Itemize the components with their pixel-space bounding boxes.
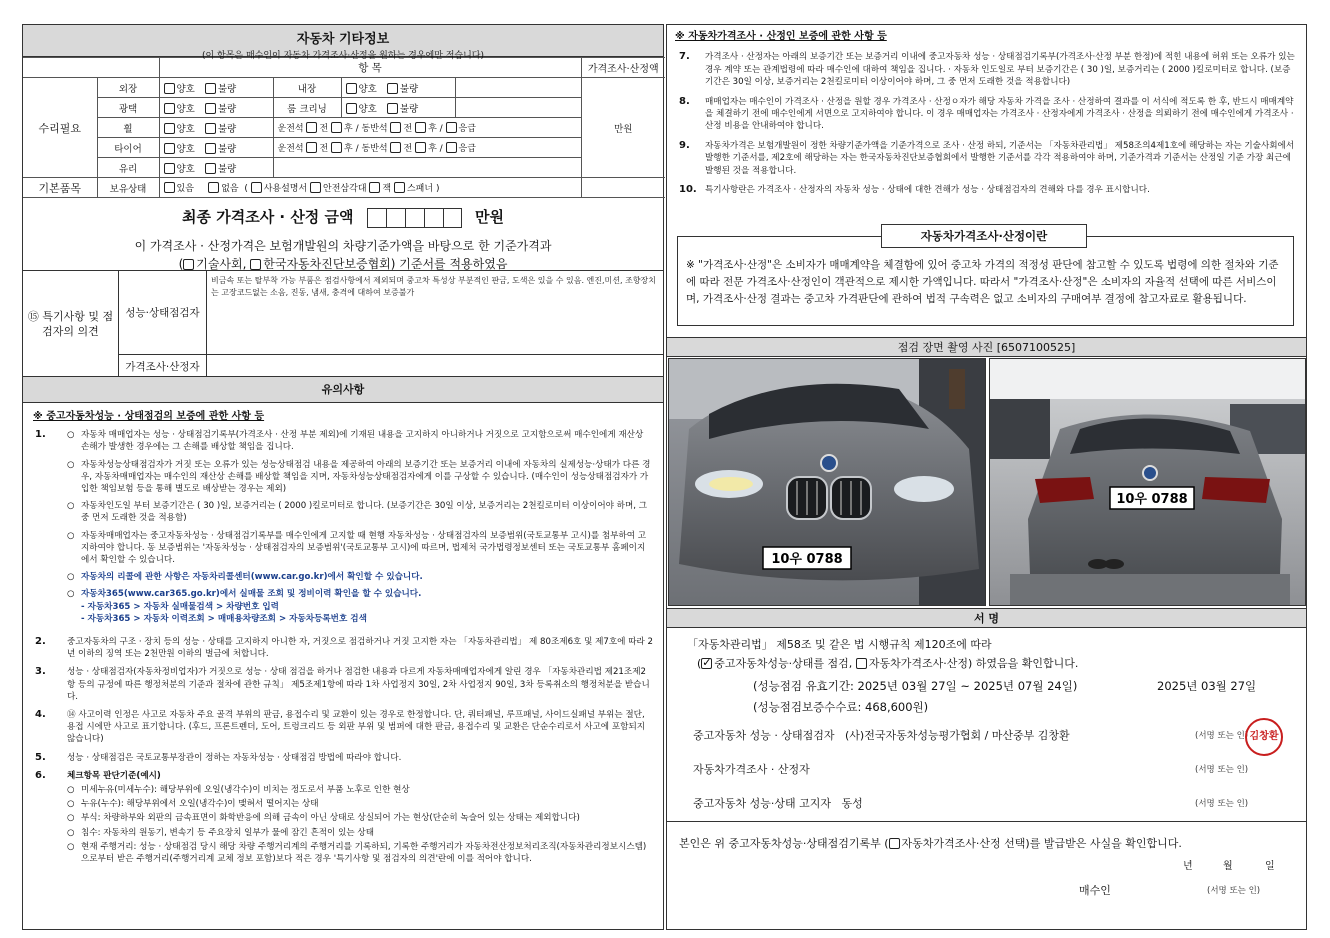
checkbox-wheel-good[interactable] [164,123,175,134]
checkbox-wheel-emergency[interactable] [446,122,457,133]
buyer-confirm-text2: 자동차가격조사·산정 선택)를 발급받은 사실을 확인합니다. [901,837,1182,850]
row-label-room-cleaning: 룸 크리닝 [273,98,341,118]
label-bad: 불량 [217,163,237,175]
notice-header: 유의사항 [23,377,663,403]
definition-title: 자동차가격조사·산정이란 [881,224,1087,248]
buyer-confirm-text: 본인은 위 중고자동차성능·상태점검기록부 ( [679,837,889,850]
checkbox-wheel-driver-rear[interactable] [331,122,342,133]
checkbox-tire-pass-front[interactable] [390,142,401,153]
label-rear: 후 [344,124,353,134]
vehicle-info-title: 자동차 기타정보 [296,32,390,47]
checkbox-jack[interactable] [369,182,380,193]
label-front: 전 [319,124,329,134]
photo-car-front[interactable] [668,358,986,606]
checkbox-tech-society[interactable] [183,259,194,270]
notifier-name: 동성 [841,797,863,810]
note-1-5-recall-link[interactable]: 자동차의 리콜에 관한 사항은 자동차리콜센터(www.car.go.kr)에서 확인할 수 있습니다. [81,572,423,583]
buyer-sign-mark: (서명 또는 인) [1207,886,1261,896]
checkbox-exterior-bad[interactable] [205,83,216,94]
photo-title: 점검 장면 촬영 사진 [897,341,994,354]
final-price-unit: 만원 [474,208,504,226]
basic-items-label: 기본품목 [23,178,97,198]
checkbox-have[interactable] [164,182,175,193]
checkbox-cleaning-good[interactable] [346,103,357,114]
definition-text: ※ "가격조사·산정"은 소비자가 매매계약을 체결함에 있어 중고차 가격의 적정성 판단에 참고할 수 있도록 법령에 의한 절차와 기준에 따라 전문 가격조사·산정인이 객관적으로 제시한 가액입니다. 따라서 "가격조사·산정"은 소비자의 자율적 선택에 따른 서비스이며, 가격조사·산정 결과는 중고차 가격판단에 관하여 법적 구속력은 없고 소비자의 구매여부 결정에 참고자료로 활용됩니다. [677,236,1294,326]
price-sign-mark: (서명 또는 인) [1195,765,1249,775]
note-6-1: 미세누유(미세누수): 해당부위에 오일(냉각수)이 비치는 정도로서 부품 노후로 인한 현상 [81,785,410,796]
photo-id: [6507100525] [996,341,1076,354]
label-bad: 불량 [399,103,419,115]
right-panel [666,24,1307,930]
note-6-4: 침수: 자동차의 원동기, 변속기 등 주요장치 일부가 물에 잠긴 흔적이 있는 상태 [81,827,375,838]
buyer-date-d: 일 [1265,861,1275,872]
label-rear: 후 [428,124,437,134]
note-6-2: 누유(누수): 해당부위에서 오일(냉각수)이 맺혀서 떨어지는 상태 [81,799,319,810]
opinion-inspector-label: 성능·상태점검자 [119,271,207,354]
label-driver-seat: 운전석 [277,124,304,134]
row-label-interior: 내장 [273,78,341,98]
label-good: 양호 [176,143,195,155]
price-inspector-label: 자동차가격조사 · 산정자 [693,763,810,776]
section-header-vehicle-info [23,25,663,61]
col-item-header: 항 목 [159,58,581,78]
opinion-section [23,271,663,377]
sign-option-inspection: 중고자동차성능·상태를 점검, [714,657,853,670]
price-unit: 만원 [581,78,665,178]
label-good: 양호 [176,163,195,175]
final-price-section: 최종 가격조사 · 산정 금액 만원 이 가격조사 · 산정가격은 보험개발원의 차량기준가액을 바탕으로 한 기준가격과 ( 기술사회, 한국자동차진단보증협회) 기준서를 적용하였음 [23,198,663,271]
checkbox-gloss-bad[interactable] [205,103,216,114]
label-none: 없음 [221,184,239,194]
label-front: 전 [403,144,413,154]
sign-date: 2025년 03월 27일 [1157,679,1257,693]
checkbox-gloss-good[interactable] [164,103,175,114]
vehicle-info-table: 항 목 가격조사·산정액 수리필요 외장 양호 불량 내장 양호 불량 만원 광택 양호 불량 룸 크리닝 양호 불량 휠 양호 불량 운전석 전 후 / 동반석 전 후 / 응급 타이어 양호 불량 운전석 전 후 / 동반석 전 후 / 응급 유리 양호 불량 기본품목 보유상태 있음 없음 ( 사용설명서 안전삼각대 잭 스패너 ) [23,57,665,198]
checkbox-price-inspection[interactable] [856,658,867,669]
note-7: 가격조사 · 산정자는 아래의 보증기간 또는 보증거리 이내에 중고자동차 성능 · 상태점검기록부(가격조사·산정 부분 한정)에 적힌 내용에 허위 또는 오류가 있는 경우 계약 또는 관계법령에 따라 매수인에 대하여 책임을 집니다. · 자동차 인도일로 부터 보증기간은 ( 30 )일, 보증거리는 ( 2000 )킬로미터로 합니다. (보증기간은 30일 이상, 보증거리는 2천킬로미터 이상이어야 하며, 그 중 먼저 도래한 것을 적용합니다) [705,52,1295,88]
label-bad: 불량 [217,103,237,115]
checkbox-manual[interactable] [251,182,262,193]
label-front: 전 [319,144,329,154]
repair-label: 수리필요 [23,78,97,178]
opinion-inspector-text: 비금속 또는 탈부착 가능 부품은 점검사항에서 제외되며 중고차 특성상 부분적인 판금, 도색은 있을 수 있음. 엔진,미션, 조향장치는 고장코드없는 소음, 진동, 냄새, 충격에 대하여 보증불가 [211,276,656,297]
note-9: 자동차가격은 보험개발원이 정한 차량기준가액을 기준가격으로 조사 · 산정 하되, 기준서는 「자동차관리법」 제58조의4제1호에 해당하는 자는 기술사회에서 발행한 기준서를, 제2호에 해당하는 자는 한국자동차진단보증협회에서 발행한 기준서를 각각 적용하여야 하며, 기준가격과 기준서는 산정일 기준 가장 최근에 발행된 것을 적용합니다. [705,140,1295,176]
label-triangle: 안전삼각대 [323,184,367,194]
car-front-image [669,359,985,605]
notifier-row [693,795,863,811]
label-spanner: 스패너 [406,184,434,194]
checkbox-wheel-pass-rear[interactable] [415,122,426,133]
price-notes-heading: ※ 자동차가격조사 · 산정인 보증에 관한 사항 등 [675,31,887,42]
note-6: 체크항목 판단기준(예시) [67,770,161,781]
note-2: 중고자동차의 구조 · 장치 등의 성능 · 상태를 고지하지 아니한 자, 거짓으로 점검하거나 거짓 고지한 자는 「자동차관리법」 제 80조제6호 및 제7호에 따라 2년 이하의 징역 또는 2천만원 이하의 벌금에 처합니다. [67,637,654,660]
validity-period: (성능점검 유효기간: 2025년 03월 27일 ~ 2025년 07월 24일) [753,679,1078,693]
checkbox-glass-bad[interactable] [205,163,216,174]
sign-option-price: 자동차가격조사·산정) 하였음을 확인합니다. [868,657,1079,670]
note-1-2: 자동차성능상태점검자가 거짓 또는 오류가 있는 성능상태점검 내용을 제공하여 아래의 보증기간 또는 보증거리 이내에 자동차의 실제성능·상태가 다른 경우, 자동차매매업자는 매수인의 재산상 손해를 배상할 책임을 지며, 자동차성능상태점검자에게 이를 구상할 수 있습니다. (매수인이 성능상태점검자가 가입한 책임보험 등을 통해 별도로 배상받는 경우는 제외) [81,459,651,495]
note-6-5: 현재 주행거리: 성능 · 상태점검 당시 해당 차량 주행거리계의 주행거리를 기록하되, 기록한 주행거리가 자동차전산정보처리조직(자동차관리정보시스템)으로부터 받은 주행거리(주행거리계 교체 정보 포함)보다 적은 경우 '특기사항 및 점검자의 의견'란에 이를 적어야 합니다. [81,841,647,865]
label-good: 양호 [176,103,195,115]
notice-list: ※ 중고자동차성능 · 상태점검의 보증에 관한 사항 등 1. ○ 자동차 매매업자는 성능 · 상태점검기록부(가격조사 · 산정 부분 제외)에 기재된 내용을 고지하지 아니하거나 거짓으로 고지함으로써 매수인에게 재산상 손해가 발생한 경우에는 그 손해를 배상할 책임을 집니다. ○ 자동차성능상태점검자가 거짓 또는 오류가 있는 성능상태점검 내용을 제공하여 아래의 보증기간 또는 보증거리 이내에 자동차의 실제성능·상태가 다른 경우, 자동차매매업자는 매수인의 재산상 손해를 배상할 책임을 지며, 자동차성능상태점검자에게 이를 구상할 수 있습니다. (매수인이 성능상태점검자가 가입한 책임보험 등을 통해 별도로 배상받는 경우는 제외) ○ 자동차인도일 부터 보증기간은 ( 30 )일, 보증거리는 ( 2000 )킬로미터로 합니다. (보증기간은 30일 이상, 보증거리는 2천킬로미터 이상이어야 하며, 그 중 먼저 도래한 것을 적용함) ○ 자동차매매업자는 중고자동차성능 · 상태점검기록부를 매수인에게 고지할 때 현행 자동차성능 · 상태점검자의 보증범위(국토교통부 고시)를 첨부하여 고지하여야 합니다. 동 보증범위는 '자동차성능 · 상태점검자의 보증범위'(국토교통부 고시)에 따르며, 법제처 국가법령정보센터 또는 국토교통부 홈페이지에서 확인할 수 있습니다. ○ 자동차의 리콜에 관한 사항은 자동차리콜센터(www.car.go.kr)에서 확인할 수 있습니다. ○ 자동차365(www.car365.go.kr)에서 실매물 조회 및 정비이력 확인을 할 수 있습니다. - 자동차365 > 자동차 실매물검색 > 차량번호 입력 - 자동차365 > 자동차 이력조회 > 매매용차량조회 > 자동차등록번호 검색 2. 중고자동차의 구조 · 장치 등의 성능 · 상태를 고지하지 아니한 자, 거짓으로 점검하거나 거짓 고지한 자는 「자동차관리법」 제 80조제6호 및 제7호에 따라 2년 이하의 징역 또는 2천만원 이하의 벌금에 처합니다. 3. 성능 · 상태점검자(자동차정비업자)가 거짓으로 성능 · 상태 점검을 하거나 점검한 내용과 다르게 자동차매매업자에게 알린 경우 「자동차관리법 제21조제2항 등의 규정에 따른 행정처분의 기준과 절차에 관한 규칙」 제5조제1항에 따라 1차 사업정지 30일, 2차 사업정지 90일, 3차 등록취소의 행정처분을 받습니다. 4. ⑭ 사고이력 인정은 사고로 자동차 주요 골격 부위의 판금, 용접수리 및 교환이 있는 경우로 한정합니다. 단, 쿼터패널, 루프패널, 사이드실패널 부위는 절단, 용접 시에만 사고로 표기합니다. (후드, 프론트펜더, 도어, 트렁크리드 등 외판 부위 및 범퍼에 대한 판금, 용접수리 및 교환은 단순수리로서 사고에 포함되지 않습니다) 5. 성능 · 상태점검은 국토교통부장관이 정하는 자동차성능 · 상태점검 방법에 따라야 합니다. 6. 체크항목 판단기준(예시) ○ 미세누유(미세누수): 해당부위에 오일(냉각수)이 비치는 정도로서 부품 노후로 인한 현상 ○ 누유(누수): 해당부위에서 오일(냉각수)이 맺혀서 떨어지는 상태 ○ 부식: 차량하부와 외판의 금속표면이 화학반응에 의해 금속이 아닌 상태로 상실되어 가는 현상(단순히 녹슬어 있는 상태는 제외합니다) ○ 침수: 자동차의 원동기, 변속기 등 주요장치 일부가 물에 잠긴 흔적이 있는 상태 ○ 현재 주행거리: 성능 · 상태점검 당시 해당 차량 주행거리계의 주행거리를 기록하되, 기록한 주행거리가 자동차전산정보처리조직(자동차관리정보시스템)으로부터 받은 주행거리(주행거리계 교체 정보 포함)보다 적은 경우 '특기사항 및 점검자의 의견'란에 이를 적어야 합니다. [33,411,654,865]
rear-plate-text: 10우 0788 [1116,492,1188,507]
label-bad: 불량 [217,143,237,155]
label-good: 양호 [176,123,195,135]
car-rear-image [990,359,1305,605]
inspector-label: 중고자동차 성능 · 상태점검자 [693,729,835,742]
note-1-3: 자동차인도일 부터 보증기간은 ( 30 )일, 보증거리는 ( 2000 )킬로미터로 합니다. (보증기간은 30일 이상, 보증거리는 2천킬로미터 이상이어야 하며, 그 중 먼저 도래한 것을 적용함) [81,501,648,524]
final-price-input[interactable] [367,208,462,228]
note-8: 매매업자는 매수인이 가격조사 · 산정을 원할 경우 가격조사 · 산정ㅇ자가 해당 자동차 가격을 조사 · 산정하여 결과를 이 서식에 적도록 한 후, 반드시 매매계약을 체결하기 전에 매수인에게 서면으로 고지하여야 합니다. 이 경우 매매업자는 가격조사 · 산정자에게 가격조사 · 산정을 의뢰하기 전에 매수인에게 가격조사 · 산정 비용을 안내하여야 합니다. [705,96,1294,132]
buyer-date-y: 년 [1183,861,1193,872]
final-price-desc: 이 가격조사 · 산정가격은 보험개발원의 차량기준가액을 바탕으로 한 기준가격과 [134,238,552,253]
label-bad: 불량 [399,83,419,95]
checkbox-tire-pass-rear[interactable] [415,142,426,153]
vehicle-info-subtitle: (이 항목은 매수인이 자동차 가격조사·산정을 원하는 경우에만 적습니다) [201,51,485,61]
final-price-title: 최종 가격조사 · 산정 금액 [182,208,354,226]
note-1-6-car365-link[interactable]: 자동차365(www.car365.go.kr)에서 실매물 조회 및 정비이력 확인을 할 수 있습니다. [81,589,422,600]
photo-car-rear[interactable] [989,358,1306,606]
label-bad: 불량 [217,83,237,95]
label-good: 양호 [358,83,377,95]
note-10: 특기사항란은 가격조사 · 산정자의 자동차 성능 · 상태에 대한 견해가 성능 · 상태점검자의 견해와 다를 경우 표시합니다. [705,185,1150,196]
label-good: 양호 [176,83,195,95]
note-5: 성능 · 상태점검은 국토교통부장관이 정하는 자동차성능 · 상태점검 방법에 따라야 합니다. [67,752,402,763]
left-panel [22,24,664,930]
notifier-sign-mark: (서명 또는 인) [1195,799,1249,809]
label-emergency: 응급 [458,144,476,154]
price-guarantee-notes: ※ 자동차가격조사 · 산정인 보증에 관한 사항 등 7. 가격조사 · 산정자는 아래의 보증기간 또는 보증거리 이내에 중고자동차 성능 · 상태점검기록부(가격조사·산정 부분 한정)에 적힌 내용에 허위 또는 오류가 있는 경우 계약 또는 관계법령에 따라 매수인에 대하여 책임을 집니다. · 자동차 인도일로 부터 보증기간은 ( 30 )일, 보증거리는 ( 2000 )킬로미터로 합니다. (보증기간은 30일 이상, 보증거리는 2천킬로미터 이상이어야 하며, 그 중 먼저 도래한 것을 적용합니다) 8. 매매업자는 매수인이 가격조사 · 산정을 원할 경우 가격조사 · 산정ㅇ자가 해당 자동차 가격을 조사 · 산정하여 결과를 이 서식에 적도록 한 후, 반드시 매매계약을 체결하기 전에 매수인에게 서면으로 고지하여야 합니다. 이 경우 매매업자는 가격조사 · 산정자에게 가격조사 · 산정을 의뢰하기 전에 매수인에게 가격조사 · 산정 비용을 안내하여야 합니다. 9. 자동차가격은 보험개발원이 정한 차량기준가액을 기준가격으로 조사 · 산정 하되, 기준서는 「자동차관리법」 제58조의4제1호에 해당하는 자는 기술사회에서 발행한 기준서를, 제2호에 해당하는 자는 한국자동차진단보증협회에서 발행한 기준서를 각각 적용하여야 하며, 기준가격과 기준서는 산정일 기준 가장 최근에 발행된 것을 적용합니다. 10. 특기사항란은 가격조사 · 산정자의 자동차 성능 · 상태에 대한 견해가 성능 · 상태점검자의 견해와 다를 경우 표시합니다. [667,25,1306,196]
checkbox-tire-good[interactable] [164,143,175,154]
guarantee-fee: (성능점검보증수수료: 468,600원) [753,700,929,714]
label-rear: 후 [344,144,353,154]
buyer-confirm-section [667,825,1306,930]
checkbox-none[interactable] [208,182,219,193]
checkbox-glass-good[interactable] [164,163,175,174]
inspector-stamp: 김창환 [1245,718,1283,756]
sign-header: 서 명 [667,608,1306,628]
label-good: 양호 [358,103,377,115]
checkbox-exterior-good[interactable] [164,83,175,94]
checkbox-wheel-driver-front[interactable] [306,122,317,133]
note-1-1: 자동차 매매업자는 성능 · 상태점검기록부(가격조사 · 산정 부분 제외)에 기재된 내용을 고지하지 아니하거나 거짓으로 고지함으로써 매수인에게 재산상 손해가 발생한 경우에는 그 손해를 배상할 책임을 집니다. [81,430,644,453]
checkbox-wheel-pass-front[interactable] [390,122,401,133]
row-label-wheel: 휠 [97,118,159,138]
inspector-sign-mark: (서명 또는 인) [1195,731,1249,741]
label-kaida: 한국자동차진단보증협회) 기준서를 적용하였음 [263,256,508,271]
checkbox-interior-bad[interactable] [387,83,398,94]
sign-law-line: 「자동차관리법」 제58조 및 같은 법 시행규칙 제120조에 따라 [687,638,992,651]
front-plate-text: 10우 0788 [771,552,843,567]
checkbox-tire-emergency[interactable] [446,142,457,153]
note-3: 성능 · 상태점검자(자동차정비업자)가 거짓으로 성능 · 상태 점검을 하거나 점검한 내용과 다르게 자동차매매업자에게 알린 경우 「자동차관리법 제21조제2항 등의 규정에 따른 행정처분의 기준과 절차에 관한 규칙」 제5조제1항에 따라 1차 사업정지 30일, 2차 사업정지 90일, 3차 등록취소의 행정처분을 받습니다. [67,667,650,702]
opinion-label: ⑮ 특기사항 및 점검자의 의견 [23,271,119,377]
label-have: 있음 [176,184,194,194]
label-bad: 불량 [217,123,237,135]
sign-section: 「자동차관리법」 제58조 및 같은 법 시행규칙 제120조에 따라 (✓ 중고자동차성능·상태를 점검, 자동차가격조사·산정) 하였음을 확인합니다. (성능점검 유효기간: 2025년 03월 27일 ~ 2025년 07월 24일) 2025년 03월 27일 (성능점검보증수수료: 468,600원) 중고자동차 성능 · 상태점검자 (사)전국자동차성능평가협회 / 마산중부 김창환 (서명 또는 인) 김창환 자동차가격조사 · 산정자 (서명 또는 인) 중고자동차 성능·상태 고지자 동성 (서명 또는 인) [667,630,1306,822]
col-price-header: 가격조사·산정액 [581,58,665,78]
row-label-tire: 타이어 [97,138,159,158]
buyer-date-m: 월 [1223,861,1233,872]
row-label-exterior: 외장 [97,78,159,98]
label-tech-society: 기술사회, [196,256,247,271]
row-label-possession: 보유상태 [97,178,159,198]
label-manual: 사용설명서 [263,184,308,194]
notifier-label: 중고자동차 성능·상태 고지자 [693,797,832,810]
label-front: 전 [403,124,413,134]
label-rear: 후 [428,144,437,154]
note-6-3: 부식: 차량하부와 외판의 금속표면이 화학반응에 의해 금속이 아닌 상태로 상실되어 가는 현상(단순히 녹슬어 있는 상태는 제외합니다) [81,813,580,824]
note-1-6-step2: - 자동차365 > 자동차 이력조회 > 매매용차량조회 > 자동차등록번호 검색 [81,613,367,624]
inspector-row [693,727,1070,743]
note-1-6-step1: - 자동차365 > 자동차 실매물검색 > 차량번호 입력 [81,601,279,612]
checkbox-tire-driver-rear[interactable] [331,142,342,153]
checkbox-inspection-checked[interactable] [701,658,712,669]
notice-heading: ※ 중고자동차성능 · 상태점검의 보증에 관한 사항 등 [33,411,265,422]
label-driver-seat: 운전석 [277,144,304,154]
checkbox-cleaning-bad[interactable] [387,103,398,114]
row-label-gloss: 광택 [97,98,159,118]
label-passenger-seat: 동반석 [361,144,388,154]
label-emergency: 응급 [458,124,476,134]
buyer-label: 매수인 [1079,884,1111,897]
note-1-4: 자동차매매업자는 중고자동차성능 · 상태점검기록부를 매수인에게 고지할 때 현행 자동차성능 · 상태점검자의 보증범위(국토교통부 고시)를 첨부하여 고지하여야 합니다. 동 보증범위는 '자동차성능 · 상태점검자의 보증범위'(국토교통부 고시)에 따르며, 법제처 국가법령정보센터 또는 국토교통부 홈페이지에서 확인할 수 있습니다. [81,530,647,566]
label-jack: 잭 [382,184,392,194]
opinion-price-label: 가격조사·산정자 [119,355,207,377]
label-passenger-seat: 동반석 [361,124,388,134]
row-label-glass: 유리 [97,158,159,178]
inspector-name: (사)전국자동차성능평가협회 / 마산중부 김창환 [845,729,1070,742]
checkbox-interior-good[interactable] [346,83,357,94]
checkbox-triangle[interactable] [310,182,321,193]
checkbox-tire-bad[interactable] [205,143,216,154]
note-4: ⑭ 사고이력 인정은 사고로 자동차 주요 골격 부위의 판금, 용접수리 및 교환이 있는 경우로 한정합니다. 단, 쿼터패널, 루프패널, 사이드실패널 부위는 절단, 용접 시에만 사고로 표기합니다. (후드, 프론트펜더, 도어, 트렁크리드 등 외판 부위 및 범퍼에 대한 판금, 용접수리 및 교환은 단순수리로서 사고에 포함되지 않습니다) [67,710,646,745]
checkbox-kaida[interactable] [250,259,261,270]
checkbox-tire-driver-front[interactable] [306,142,317,153]
checkbox-buyer-price[interactable] [889,838,900,849]
photo-header [667,337,1306,357]
checkbox-wheel-bad[interactable] [205,123,216,134]
checkbox-spanner[interactable] [394,182,405,193]
